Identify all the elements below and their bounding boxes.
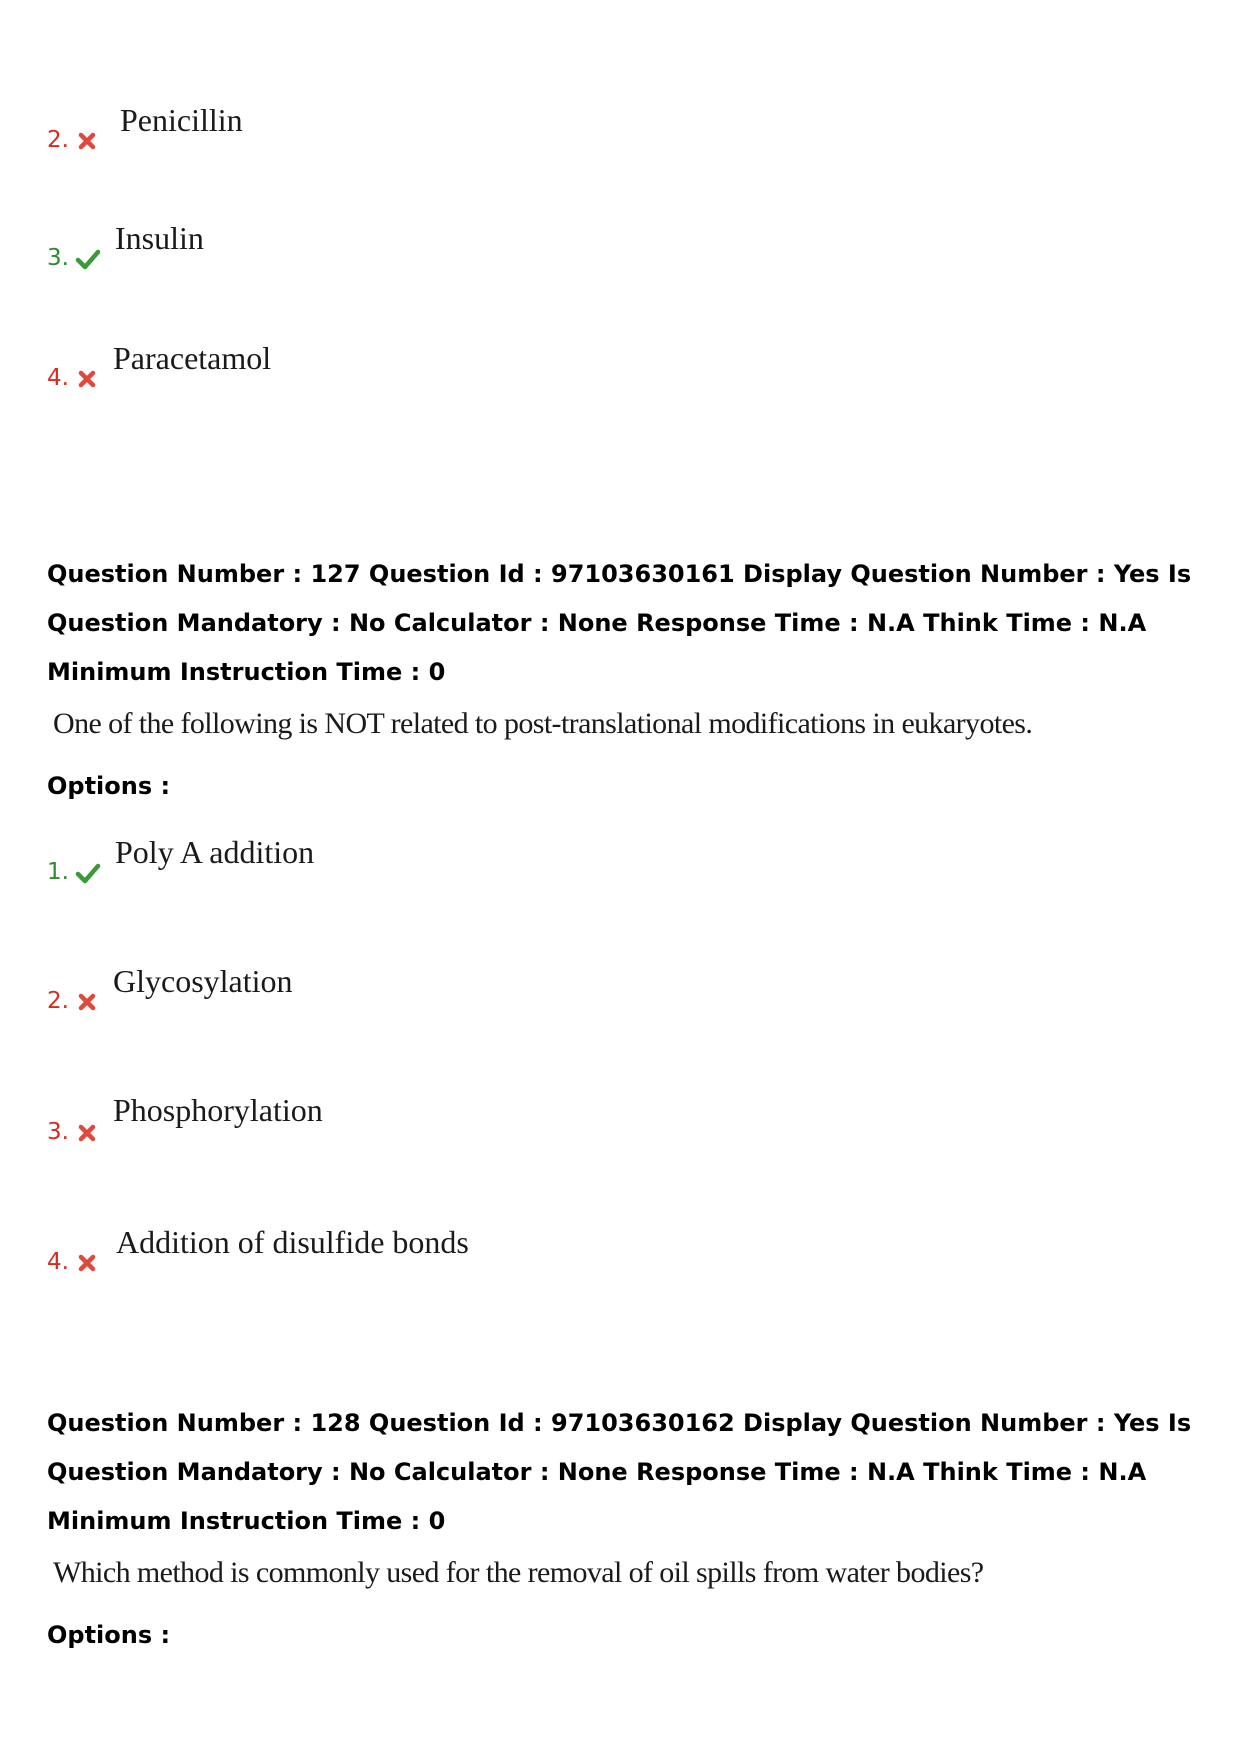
option-number: 3. [47, 1119, 69, 1145]
option-text: Phosphorylation [113, 1092, 323, 1128]
option-item [47, 1224, 1147, 1292]
options-label: Options : [47, 772, 171, 800]
cross-icon [76, 1122, 98, 1144]
cross-icon [76, 130, 98, 152]
option-number: 1. [47, 859, 69, 885]
question-meta: Question Number : 127 Question Id : 97103630161 Display Question Number : Yes Is Question Mandatory : No Calculator : None Response Time : N.A Think Time : N.A Minimum Instruction Time : 0 [47, 560, 1192, 686]
cross-icon [76, 368, 98, 390]
option-item [47, 963, 1147, 1031]
option-text: Addition of disulfide bonds [116, 1224, 469, 1260]
option-item [47, 220, 1147, 288]
option-number: 2. [47, 988, 69, 1014]
option-item [47, 1092, 1147, 1162]
check-icon [75, 248, 101, 270]
option-number: 3. [47, 245, 69, 271]
option-number: 2. [47, 127, 69, 153]
option-item [47, 340, 1147, 408]
option-text: Poly A addition [115, 834, 315, 870]
cross-icon [76, 1252, 98, 1274]
question-text: One of the following is NOT related to post-translational modifications in eukaryotes. [53, 707, 1033, 740]
check-icon [75, 862, 101, 884]
option-number: 4. [47, 365, 69, 391]
question-text: Which method is commonly used for the removal of oil spills from water bodies? [53, 1556, 984, 1589]
option-text: Glycosylation [113, 963, 293, 999]
option-text: Penicillin [120, 102, 243, 138]
option-item [47, 834, 1147, 902]
cross-icon [76, 991, 98, 1013]
options-label: Options : [47, 1621, 171, 1649]
option-number: 4. [47, 1249, 69, 1275]
option-item [47, 102, 1147, 170]
option-text: Insulin [115, 220, 204, 256]
option-text: Paracetamol [113, 340, 272, 376]
question-meta: Question Number : 128 Question Id : 97103630162 Display Question Number : Yes Is Question Mandatory : No Calculator : None Response Time : N.A Think Time : N.A Minimum Instruction Time : 0 [47, 1409, 1192, 1535]
